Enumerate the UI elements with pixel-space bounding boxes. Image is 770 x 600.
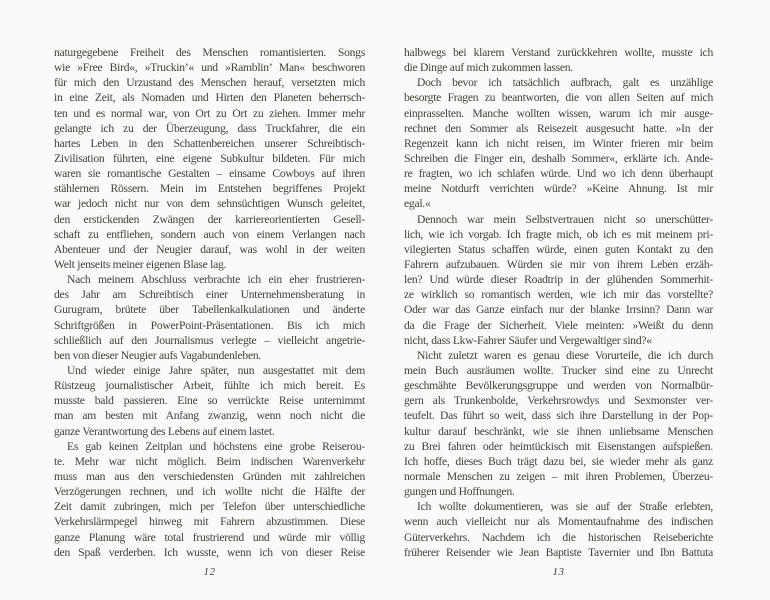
- text-line: für mich den Urzustand des Menschen herauf, versetzten mich: [54, 76, 365, 90]
- text-line: war jedoch nicht nur von dem sehnsüchtigen Wunsch geleitet,: [54, 197, 365, 211]
- text-line: des Jahr am Schreibtisch einer Unternehmensberatung in: [54, 288, 365, 302]
- text-line: gelangte ich zu der Überzeugung, dass Truckfahrer, die ein: [54, 121, 365, 135]
- text-line: Rüstzeug journalistischer Arbeit, fühlte ich mich bereit. Es: [54, 379, 365, 393]
- text-line: waren sie romantische Gestalten – einsame Cowboys auf ihren: [54, 167, 365, 181]
- text-line: Oder war das Ganze einfach nur der blanke Irrsinn? Dann war: [404, 303, 713, 317]
- text-line: kultur darauf beschränkt, wie sie ihnen unliebsame Menschen: [404, 424, 713, 438]
- text-line: zu Brei fahren oder heimtückisch mit Eisenstangen aufspießen.: [404, 439, 713, 453]
- text-line: stählernen Rössern. Mein im Entstehen begriffenes Projekt: [54, 182, 365, 196]
- text-line: Schriftgrößen in PowerPoint-Präsentationen. Bis ich mich: [54, 318, 365, 332]
- text-line: Zivilisation führten, eine eigene Subkultur bildeten. Für mich: [54, 151, 365, 165]
- text-line: wenn auch vielleicht nur als Momentaufnahme des indischen: [404, 515, 713, 529]
- text-line: Nicht zuletzt waren es genau diese Vorurteile, die ich durch: [417, 348, 713, 362]
- text-line: Regenzeit kann ich nicht reisen, im Winter frieren mir beim: [404, 136, 713, 150]
- text-line: ganze Verantwortung des Lebens auf einem lastet.: [54, 424, 275, 438]
- text-line: Gurugram, brütete über Tabellenkalkulationen und änderte: [54, 303, 365, 317]
- text-line: nicht, dass Lkw-Fahrer Säufer und Vergewaltiger sind?«: [404, 333, 652, 347]
- text-line: Schreiben die Finger ein, deshalb Sommer«, erklärte ich. Ande-: [404, 151, 713, 165]
- page-number-left: 12: [203, 566, 216, 578]
- text-line: rechnet den Sommer als Reisezeit ausgesucht hatte. »In der: [404, 121, 713, 135]
- text-line: Und wieder einige Jahre später, nun ausgestattet mit dem: [67, 363, 365, 377]
- text-line: einprasselten. Manche wollten wissen, warum ich mir ausge-: [404, 106, 713, 120]
- text-line: re fragten, wo ich schlafen würde. Und wo ich denn überhaupt: [404, 167, 713, 181]
- page-right-text: [404, 45, 713, 560]
- text-line: vilegierten Status schaffen würde, einen guten Kontakt zu den: [404, 242, 713, 256]
- text-line: den Spaß verderben. Ich wusste, wenn ich von dieser Reise: [54, 545, 365, 559]
- page-left-text: [54, 45, 365, 560]
- text-line: Ich hoffe, dieses Buch trägt dazu bei, sie wieder mehr als ganz: [404, 454, 713, 468]
- text-line: halbwegs bei klarem Verstand zurückkehren wollte, musste ich: [404, 46, 713, 59]
- text-line: da die Frage der Sicherheit. Viele meinten: »Weißt du denn: [404, 318, 713, 332]
- text-line: Ich wollte dokumentieren, was sie auf der Straße erlebten,: [417, 500, 713, 514]
- text-line: Es gab keinen Zeitplan und höchstens eine grobe Reiserou-: [67, 439, 365, 453]
- text-line: ze wirklich so romantisch werden, wie ich mir das vorstellte?: [404, 288, 713, 302]
- text-line: wie »Free Bird«, »Truckin’« und »Ramblin’ Man« beschworen: [54, 61, 365, 75]
- text-line: te. Mehr war nicht möglich. Beim indischen Warenverkehr: [54, 454, 365, 468]
- text-line: in eine Zeit, als Nomaden und Hirten den Planeten beherrsch-: [54, 91, 365, 105]
- page-number-right: 13: [552, 566, 565, 578]
- text-line: früherer Reisender wie Jean Baptiste Tavernier und Ibn Battuta: [404, 545, 713, 559]
- text-line: schließlich auf den Journalismus verlegte – vielleicht angetrie-: [54, 333, 365, 347]
- text-line: teufelt. Das führt so weit, dass sich ihre Darstellung in der Pop-: [404, 409, 713, 423]
- text-line: Güterverkehrs. Nachdem ich die historischen Reiseberichte: [404, 530, 713, 544]
- text-line: muss man aus den verschiedensten Gründen mit zahlreichen: [54, 469, 365, 483]
- text-line: man am besten mit Anfang zwanzig, wenn noch nicht die: [54, 409, 365, 423]
- text-line: ganze Planung wäre total frustrierend und würde mir völlig: [54, 530, 365, 544]
- text-line: Verzögerungen rechnen, und ich wollte nicht die Hälfte der: [54, 485, 365, 499]
- text-line: Abenteuer und der Neugier darauf, was wohl in der weiten: [54, 242, 365, 256]
- text-line: Dennoch war mein Selbstvertrauen nicht so unerschütter-: [417, 212, 713, 226]
- text-line: geschmähte Bevölkerungsgruppe und werden von Normalbür-: [404, 379, 713, 393]
- text-line: hartes Leben in den Schattenbereichen unserer Schreibtisch-: [54, 136, 365, 150]
- text-line: meine Notdurft verrichten würde? »Keine Ahnung. Ist mir: [404, 182, 713, 196]
- text-line: normale Menschen zu zeigen – mit ihren Problemen, Überzeu-: [404, 469, 713, 483]
- text-line: Zeit damit zubringen, mich per Telefon über unterschiedliche: [54, 500, 365, 514]
- text-line: besorgte Fragen zu beantworten, die von allen Seiten auf mich: [404, 91, 713, 105]
- text-line: Verkehrslärmpegel hinweg mit Fahrern abzustimmen. Diese: [54, 515, 365, 529]
- text-line: Fahrern aufzubauen. Würden sie mir von ihrem Leben erzäh-: [404, 257, 713, 271]
- text-line: gern als Trunkenbolde, Verkehrsrowdys und Sexmonster ver-: [404, 394, 713, 408]
- text-line: die Dinge auf mich zukommen lassen.: [404, 61, 573, 75]
- text-line: schaft zu entfliehen, sondern auch von einem Verlangen nach: [54, 227, 365, 241]
- text-line: Doch bevor ich tatsächlich aufbrach, galt es unzählige: [417, 76, 713, 90]
- text-line: gungen und Hoffnungen.: [404, 485, 515, 499]
- text-line: naturgegebene Freiheit des Menschen romantisierten. Songs: [54, 46, 365, 59]
- text-line: Welt jenseits meiner eigenen Blase lag.: [54, 257, 227, 271]
- text-line: ben von dieser Neugier aufs Vagabundenleben.: [54, 348, 262, 362]
- text-line: len? Und würde dieser Roadtrip in der glühenden Sommerhit-: [404, 273, 713, 287]
- text-line: mein Buch ausräumen wollte. Trucker sind eine zu Unrecht: [404, 363, 713, 377]
- text-line: musste bald passieren. Eine so verrückte Reise unternimmt: [54, 394, 365, 408]
- text-line: egal.«: [404, 197, 431, 211]
- text-line: ten und es normal war, von Ort zu Ort zu ziehen. Immer mehr: [54, 106, 365, 120]
- text-line: den erstickenden Zwängen der karriereorientierten Gesell-: [54, 212, 365, 226]
- text-line: Nach meinem Abschluss verbrachte ich ein eher frustrieren-: [67, 273, 365, 287]
- text-line: lich, wie ich vorgab. Ich fragte mich, ob ich es mit meinem pri-: [404, 227, 713, 241]
